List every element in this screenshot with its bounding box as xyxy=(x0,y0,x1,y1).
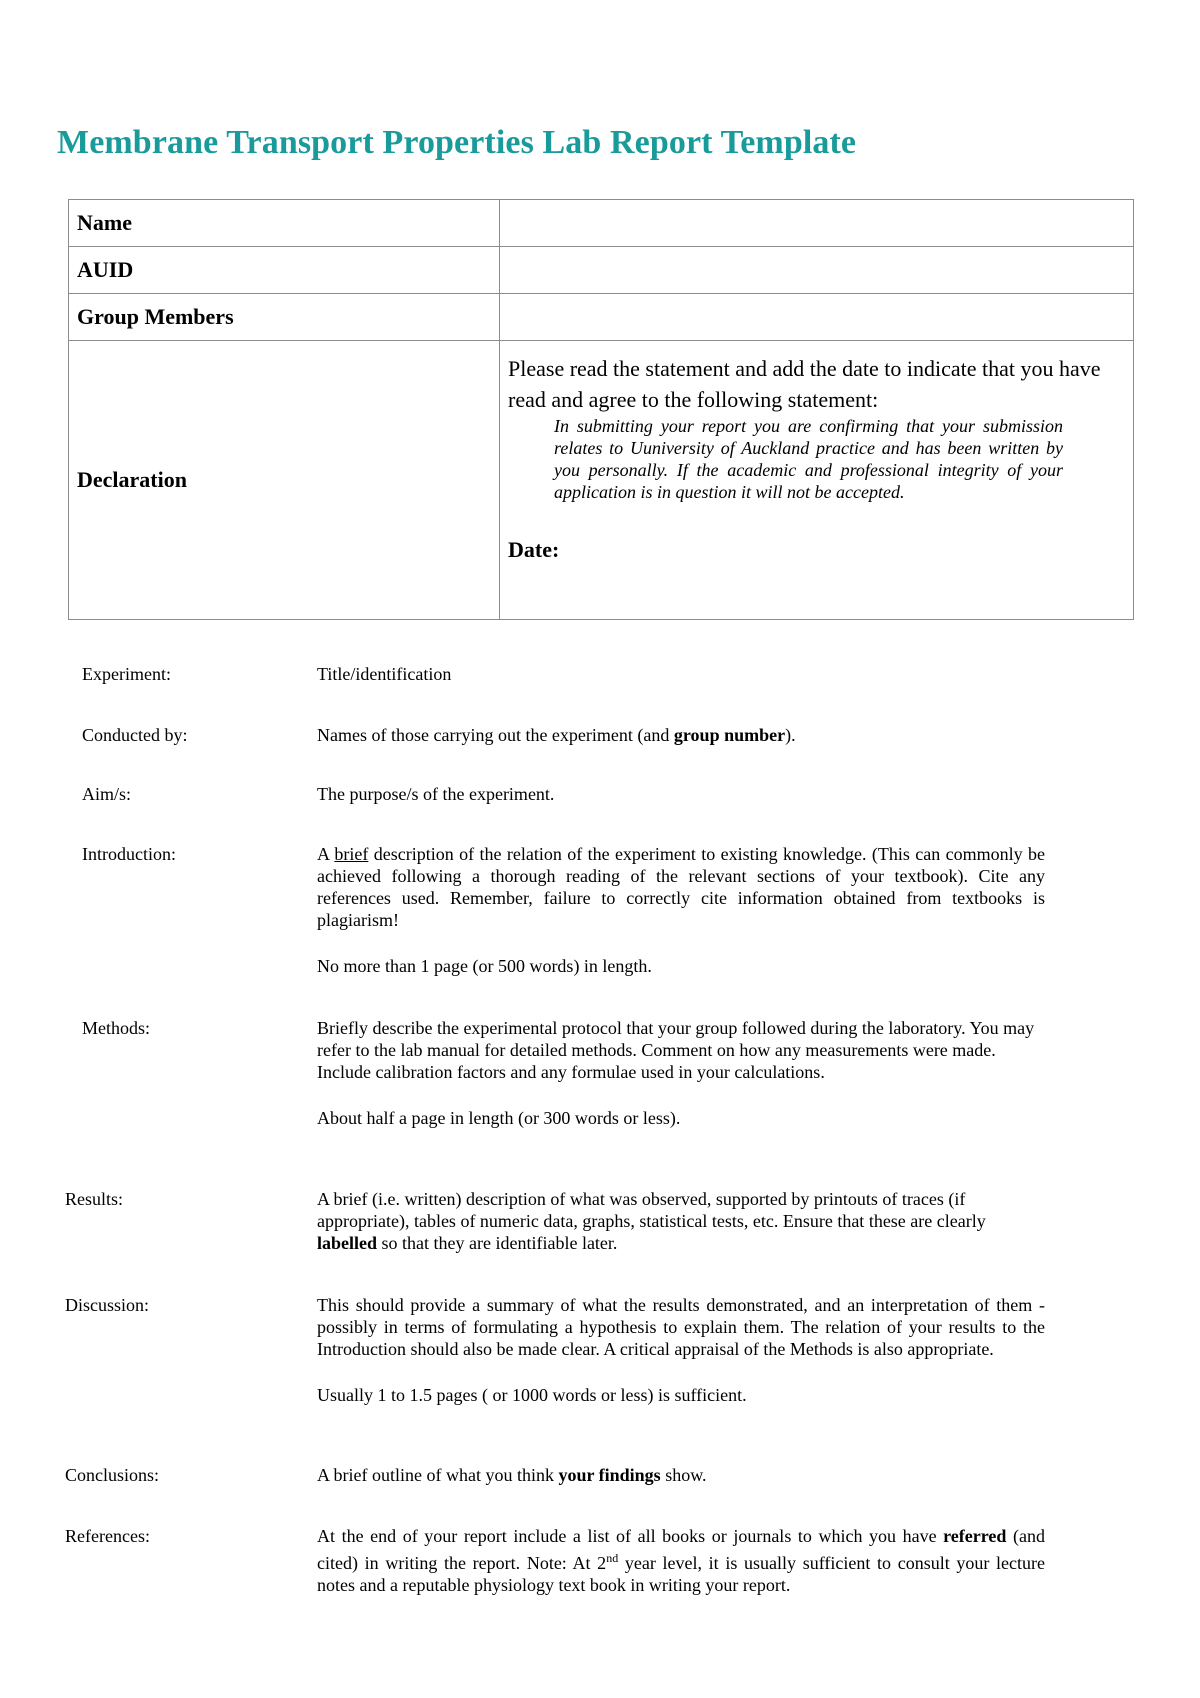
conclusions-text-a: A brief outline of what you think xyxy=(317,1465,559,1485)
group-members-label: Group Members xyxy=(69,294,500,341)
name-label: Name xyxy=(69,200,500,247)
results-text xyxy=(317,1188,1045,1254)
results-label: Results: xyxy=(65,1189,124,1209)
declaration-intro: Please read the statement and add the date to indicate that you have read and agree to the following statement: xyxy=(508,356,1101,412)
auid-label: AUID xyxy=(69,247,500,294)
references-text-a: At the end of your report include a list of all books or journals to which you have xyxy=(317,1526,944,1546)
references-text-b: (and cited) in writing the report. Note: At 2 xyxy=(317,1526,1045,1573)
experiment-text xyxy=(317,663,1045,685)
group-members-value-cell[interactable] xyxy=(500,294,1134,341)
date-label: Date: xyxy=(508,537,560,562)
conducted-by-text xyxy=(317,724,1045,746)
methods-desc: Briefly describe the experimental protocol that your group followed during the laboratory. You may refer to the lab manual for detailed methods. Comment on how any measurements were made. Include calibration factors and any formulae used in your calculations. xyxy=(317,1018,1035,1082)
declaration-label: Declaration xyxy=(69,341,500,620)
results-bold: labelled xyxy=(317,1233,378,1253)
results-text-a: A brief (i.e. written) description of what was observed, supported by printouts of traces (if appropriate), tables of numeric data, graphs, statistical tests, etc. Ensure that these are clearly xyxy=(317,1189,986,1231)
conclusions-label: Conclusions: xyxy=(65,1465,160,1485)
discussion-text xyxy=(317,1294,1045,1406)
declaration-cell[interactable] xyxy=(500,341,1134,620)
references-sup: nd xyxy=(606,1551,619,1565)
aim-text xyxy=(317,783,1045,805)
experiment-label: Experiment: xyxy=(82,664,171,684)
introduction-label: Introduction: xyxy=(82,844,176,864)
aim-label: Aim/s: xyxy=(82,784,132,804)
conducted-by-label: Conducted by: xyxy=(82,725,188,745)
intro-note: No more than 1 page (or 500 words) in length. xyxy=(317,956,652,976)
references-text xyxy=(317,1525,1045,1596)
conducted-text-b: ). xyxy=(785,725,796,745)
discussion-label: Discussion: xyxy=(65,1295,150,1315)
conducted-text-a: Names of those carrying out the experiment (and xyxy=(317,725,674,745)
methods-text xyxy=(317,1017,1045,1129)
info-table xyxy=(68,199,1134,620)
results-text-b: so that they are identifiable later. xyxy=(377,1233,618,1253)
references-label: References: xyxy=(65,1526,150,1546)
references-text-c: year level, it is usually sufficient to consult your lecture notes and a reputable physiology text book in writing your report. xyxy=(317,1553,1046,1595)
intro-text-a: A xyxy=(317,844,335,864)
discussion-note: Usually 1 to 1.5 pages ( or 1000 words or less) is sufficient. xyxy=(317,1385,747,1405)
experiment-desc: Title/identification xyxy=(317,664,452,684)
methods-note: About half a page in length (or 300 words or less). xyxy=(317,1108,681,1128)
references-bold: referred xyxy=(943,1526,1007,1546)
intro-underline: brief xyxy=(334,844,369,864)
conclusions-text-b: show. xyxy=(660,1465,707,1485)
conclusions-text xyxy=(317,1464,1045,1486)
intro-text-b: description of the relation of the experiment to existing knowledge. (This can commonly be achieved following a thorough reading of the relevant sections of your textbook). Cite any references used. Remember, failure to correctly cite information obtained from textbooks is plagiarism! xyxy=(317,844,1045,930)
auid-value-cell[interactable] xyxy=(500,247,1134,294)
aim-desc: The purpose/s of the experiment. xyxy=(317,784,555,804)
page-title: Membrane Transport Properties Lab Report Template xyxy=(57,124,857,161)
methods-label: Methods: xyxy=(82,1018,151,1038)
discussion-desc: This should provide a summary of what the results demonstrated, and an interpretation of them - possibly in terms of formulating a hypothesis to explain them. The relation of your results to the Introduction should also be made clear. A critical appraisal of the Methods is also appropriate. xyxy=(317,1295,1045,1359)
conclusions-bold: your findings xyxy=(558,1465,661,1485)
introduction-text xyxy=(317,843,1045,977)
declaration-statement: In submitting your report you are confirming that your submission relates to Uuniversity of Auckland practice and has been written by you personally. If the academic and professional integrity of your application is in question it will not be accepted. xyxy=(554,416,1063,502)
name-value-cell[interactable] xyxy=(500,200,1134,247)
conducted-bold: group number xyxy=(673,725,786,745)
